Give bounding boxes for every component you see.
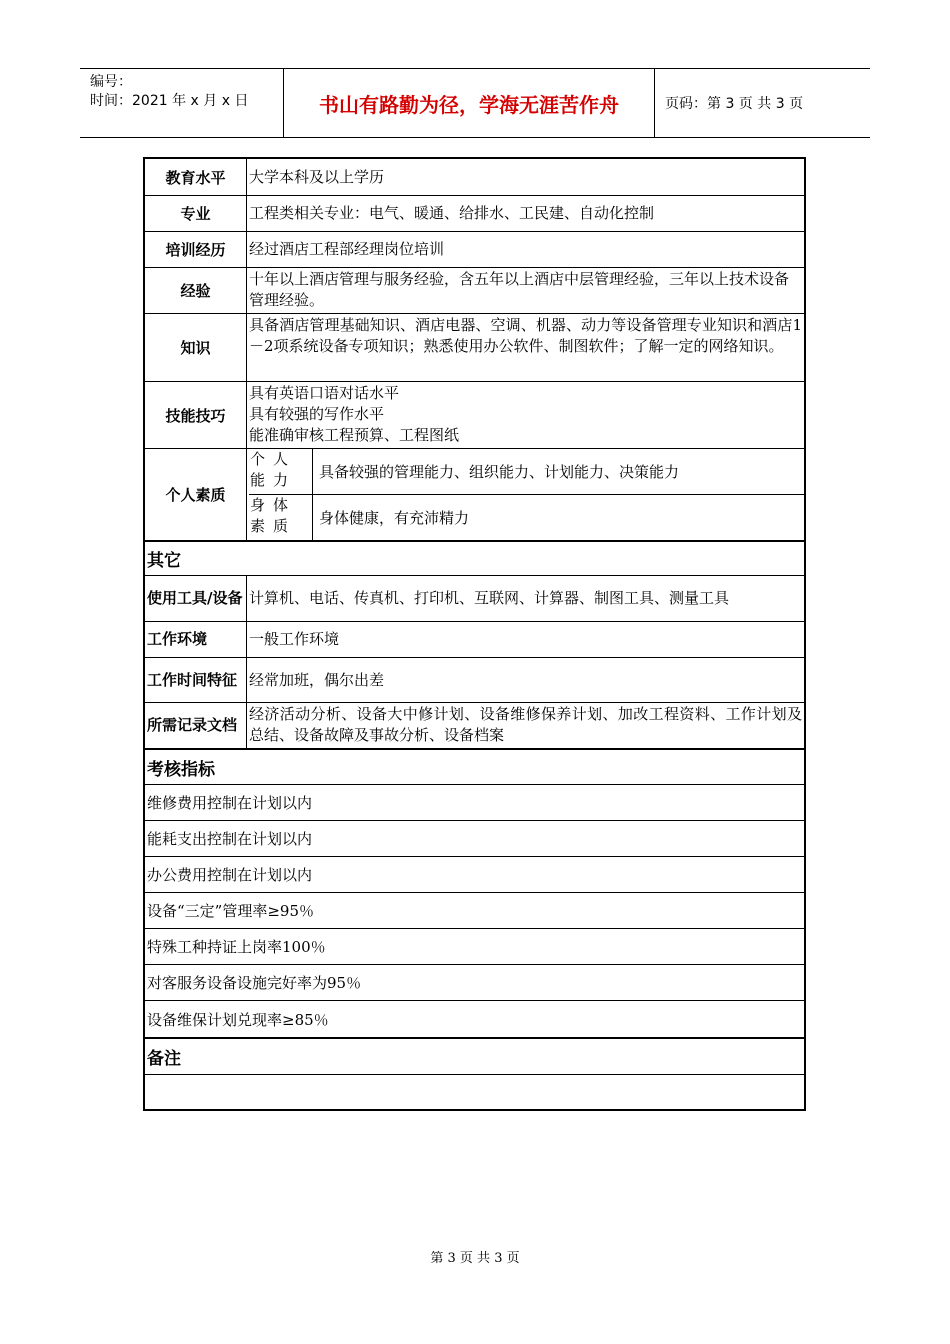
row-value: 具有英语口语对话水平 具有较强的写作水平 能准确审核工程预算、工程图纸 bbox=[249, 384, 460, 444]
kpi-item bbox=[145, 1001, 804, 1039]
kpi-text: 能耗支出控制在计划以内 bbox=[147, 830, 313, 848]
row-value: 十年以上酒店管理与服务经验，含五年以上酒店中层管理经验，三年以上技术设备管理经验。 bbox=[249, 270, 790, 309]
header-meta bbox=[80, 69, 284, 137]
section-title: 考核指标 bbox=[147, 759, 215, 780]
row-value: 经济活动分析、设备大中修计划、设备维修保养计划、加改工程资料、工作计划及总结、设备故障及事故分析、设备档案 bbox=[249, 705, 802, 744]
row-label: 个人素质 bbox=[145, 449, 247, 540]
row-value: 计算机、电话、传真机、打印机、互联网、计算器、制图工具、测量工具 bbox=[249, 589, 730, 607]
row-training bbox=[145, 232, 804, 268]
section-remarks bbox=[145, 1039, 804, 1075]
row-label: 所需记录文档 bbox=[145, 703, 247, 748]
row-label: 教育水平 bbox=[145, 159, 247, 195]
row-value: 具备酒店管理基础知识、酒店电器、空调、机器、动力等设备管理专业知识和酒店1－2项系统设备专项知识；熟悉使用办公软件、制图软件；了解一定的网络知识。 bbox=[249, 316, 802, 355]
sub-value: 具备较强的管理能力、组织能力、计划能力、决策能力 bbox=[319, 463, 680, 481]
row-value: 大学本科及以上学历 bbox=[249, 167, 385, 186]
row-label: 经验 bbox=[145, 268, 247, 313]
page-footer: 第 3 页 共 3 页 bbox=[430, 1251, 520, 1266]
header-time: 时间：2021 年 x 月 x 日 bbox=[90, 93, 249, 109]
row-label: 培训经历 bbox=[145, 232, 247, 267]
header-motto: 书山有路勤为径，学海无涯苦作舟 bbox=[284, 69, 655, 137]
job-description-table bbox=[143, 157, 806, 1111]
kpi-text: 设备“三定”管理率≥95％ bbox=[147, 902, 314, 920]
row-label: 工作时间特征 bbox=[145, 658, 247, 702]
sub-value: 身体健康，有充沛精力 bbox=[319, 509, 470, 527]
row-personal-quality bbox=[145, 449, 804, 542]
section-title: 备注 bbox=[147, 1049, 181, 1069]
kpi-text: 办公费用控制在计划以内 bbox=[147, 866, 313, 884]
row-education bbox=[145, 159, 804, 196]
row-value: 经常加班，偶尔出差 bbox=[249, 670, 385, 689]
row-knowledge bbox=[145, 314, 804, 382]
row-label: 使用工具/设备 bbox=[145, 576, 247, 621]
row-major bbox=[145, 196, 804, 232]
section-kpi bbox=[145, 750, 804, 785]
sub-label: 个人能力 bbox=[249, 449, 313, 494]
section-other bbox=[145, 542, 804, 576]
header-number: 编号： bbox=[90, 74, 132, 90]
kpi-item bbox=[145, 929, 804, 965]
row-working-time bbox=[145, 658, 804, 703]
row-label: 工作环境 bbox=[145, 622, 247, 657]
header-page-info: 页码：第 3 页 共 3 页 bbox=[665, 96, 804, 112]
remarks-body bbox=[145, 1075, 804, 1109]
row-value: 工程类相关专业：电气、暖通、给排水、工民建、自动化控制 bbox=[249, 204, 655, 222]
row-experience bbox=[145, 268, 804, 314]
row-skills bbox=[145, 382, 804, 449]
row-tools bbox=[145, 576, 804, 622]
kpi-item bbox=[145, 965, 804, 1001]
kpi-item bbox=[145, 785, 804, 821]
kpi-item bbox=[145, 857, 804, 893]
row-value: 一般工作环境 bbox=[249, 630, 340, 648]
row-label: 技能技巧 bbox=[145, 382, 247, 448]
physical-quality bbox=[249, 495, 804, 540]
kpi-text: 设备维保计划兑现率≥85％ bbox=[147, 1010, 329, 1029]
kpi-text: 维修费用控制在计划以内 bbox=[147, 794, 313, 812]
kpi-text: 特殊工种持证上岗率100％ bbox=[147, 938, 326, 956]
kpi-item bbox=[145, 893, 804, 929]
row-label: 专业 bbox=[145, 196, 247, 231]
row-value: 经过酒店工程部经理岗位培训 bbox=[249, 240, 445, 258]
sub-label: 身体素质 bbox=[249, 495, 313, 540]
personal-ability bbox=[249, 449, 804, 495]
page-header bbox=[80, 68, 870, 138]
kpi-text: 对客服务设备设施完好率为95％ bbox=[147, 974, 362, 992]
row-label: 知识 bbox=[145, 314, 247, 381]
section-title: 其它 bbox=[147, 551, 181, 571]
row-environment bbox=[145, 622, 804, 658]
row-documents bbox=[145, 703, 804, 750]
kpi-item bbox=[145, 821, 804, 857]
